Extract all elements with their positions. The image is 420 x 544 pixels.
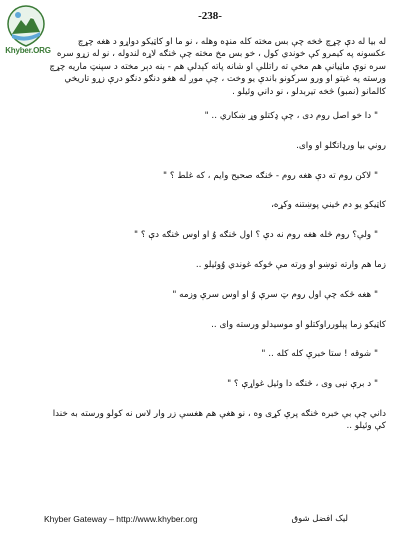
logo-text: Khyber.ORG xyxy=(5,46,51,55)
dialogue-line: زما هم وارته توښو او ورته مې څوکه غوندي وُوئیلو .. xyxy=(195,260,386,271)
dialogue-line: " شوقه ! ستا خبرې کله کله .. " xyxy=(261,349,378,360)
dialogue-line: " ولې؟ روم څله هغه روم نه دې ؟ اول څنګه وُ او اوس څنګه دې ؟ " xyxy=(133,230,378,241)
intro-paragraph: له بیا له دې چړچ څخه چې بس مخته کله منډه وهله ، نو ما او کاټیکو دواړو د هغه چړچ عکسونه په کیمرو کې خوندي کول ، خو بس مخ مخته چې څنګه لاړه لندوله ، نو له زړو سره سره نوې ماڼیانې هم مخې ته راتللې او شانه پاته کېدلې هم - بنه دېر مخته د سپنټ ماریه چړچ ورسته په غیتو او ورو سرکونو باندې یو وخت ، چې موږ له هغو دنګو دنګو درې زړو تاریخي کالمانو (نمبو) څخه تیربدلو ، نو داني وئیلو . xyxy=(49,37,386,97)
dialogue-line: " دا خو اصل روم دی ، چې ډکتلو وړ ښکاري .. " xyxy=(204,111,378,122)
closing-paragraph: داني چې بې خبره څنګه پرې کړی وه ، نو هغې هم هغسې زر وار لاس نه کولو ورسته به خندا کې وئیلو .. xyxy=(52,409,386,432)
dialogue-line: " هغه څکه چې اول روم ټ سرې وُ او اوس سرې وزمه " xyxy=(172,289,378,300)
dialogue-line: " د برې نېی وی ، څنګه دا وئیل غواړې ؟ " xyxy=(227,379,378,390)
dialogue-line: روني بیا ورډاتګلو او وای. xyxy=(296,140,386,151)
document-body xyxy=(46,36,386,498)
page-number: -238- xyxy=(198,10,222,22)
footer-author: لیک افضل شوق xyxy=(291,514,348,524)
page-footer xyxy=(0,514,420,528)
dialogue-line: کاټیکو زما پېلورراوکتلو او موسیدلو ورسته وای .. xyxy=(211,319,386,330)
footer-site-link[interactable]: Khyber Gateway – http://www.khyber.org xyxy=(44,514,198,524)
dialogue-line: " لاکن روم ته دې هغه روم - څنګه صحیح وایم ، که غلط ؟ " xyxy=(163,170,378,181)
dialogue-line: کاټیکو یو دم څیني پوښتنه وکړه، xyxy=(271,200,386,211)
